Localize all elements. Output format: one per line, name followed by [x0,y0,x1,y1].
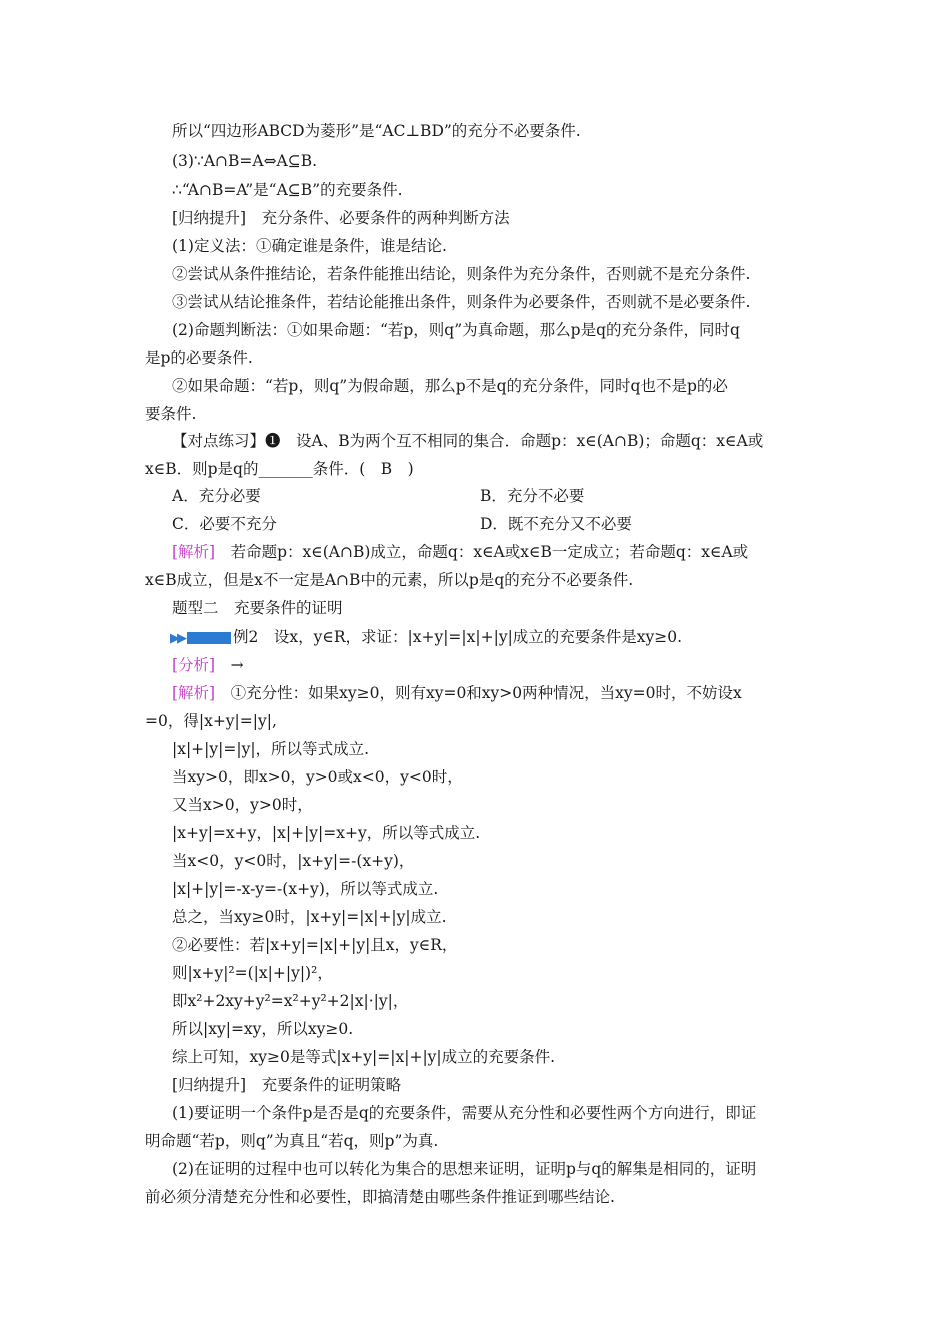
solution-line: x∈B成立，但是x不一定是A∩B中的元素，所以p是q的充分不必要条件. [145,571,634,589]
text-line: ②尝试从条件推结论，若条件能推出结论，则条件为充分条件，否则就不是充分条件. [172,265,751,283]
solution-line: =0，得|x+y|=|y|, [145,712,277,730]
jiexi-label: [解析] [172,543,216,561]
text-line: 明命题“若p，则q”为真且“若q，则p”为真. [145,1132,439,1150]
text-line: 所以“四边形ABCD为菱形”是“AC⊥BD”的充分不必要条件. [172,122,581,140]
solution-line [172,542,748,562]
text-line: ③尝试从结论推条件，若结论能推出条件，则条件为必要条件，否则就不是必要条件. [172,293,751,311]
text-line: ②如果命题：“若p，则q”为假命题，那么p不是q的充分条件，同时q也不是p的必 [172,377,728,395]
proof-line: 当x<0，y<0时，|x+y|=-(x+y)， [172,852,415,870]
solution-text: 若命题p：x∈(A∩B)成立，命题q：x∈A或x∈B一定成立；若命题q：x∈A或 [215,543,749,561]
proof-line: 总之，当xy≥0时，|x+y|=|x|+|y|成立. [172,908,447,926]
proof-line: 则|x+y|²=(|x|+|y|)²， [172,964,333,982]
proof-line: 即x²+2xy+y²=x²+y²+2|x|·|y|， [172,992,409,1010]
exercise-question: x∈B．则p是q的_______条件．( B ) [145,460,414,478]
text-line: (1)定义法：①确定谁是条件，谁是结论. [172,237,447,255]
text-line: (3)∵A∩B=A⇔A⊆B. [172,152,318,170]
text-line: (1)要证明一个条件p是否是q的充要条件，需要从充分性和必要性两个方向进行，即证 [172,1104,757,1122]
text-line: 要条件. [145,405,197,423]
proof-line: 所以|xy|=xy，所以xy≥0. [172,1020,354,1038]
text-line: (2)命题判断法：①如果命题：“若p，则q”为真命题，那么p是q的充分条件，同时q [172,321,740,339]
example-line [170,627,682,649]
analysis-line [172,655,244,675]
fenxi-label: [分析] [172,656,216,674]
proof-line: |x|+|y|=|y|，所以等式成立. [172,740,369,758]
solution-text: ①充分性：如果xy≥0，则有xy=0和xy>0两种情况，当xy=0时，不妨设x [215,684,742,702]
section-heading: [归纳提升] 充要条件的证明策略 [172,1076,402,1094]
example-text: 例2 设x，y∈R，求证：|x+y|=|x|+|y|成立的充要条件是xy≥0. [233,628,683,646]
option-d: D．既不充分又不必要 [480,515,632,533]
analysis-text: → [215,656,244,674]
jiexi-label: [解析] [172,684,216,702]
text-line: 是p的必要条件. [145,349,253,367]
proof-line: 又当x>0，y>0时， [172,796,313,814]
option-c: C．必要不充分 [172,515,277,533]
option-b: B．充分不必要 [480,487,585,505]
option-a: A．充分必要 [172,487,261,505]
example-tag-icon [187,632,231,644]
text-line: ∴“A∩B=A”是“A⊆B”的充要条件. [172,181,403,199]
proof-line: 当xy>0，即x>0，y>0或x<0，y<0时， [172,768,463,786]
section-heading: [归纳提升] 充分条件、必要条件的两种判断方法 [172,209,510,227]
proof-line: |x|+|y|=-x-y=-(x+y)，所以等式成立. [172,880,439,898]
section-heading: 题型二 充要条件的证明 [172,599,343,617]
text-line: 前必须分清楚充分性和必要性，即搞清楚由哪些条件推证到哪些结论. [145,1188,615,1206]
solution-line [172,683,742,703]
text-line: (2)在证明的过程中也可以转化为集合的思想来证明，证明p与q的解集是相同的，证明 [172,1160,757,1178]
proof-line: 综上可知，xy≥0是等式|x+y|=|x|+|y|成立的充要条件. [172,1048,556,1066]
exercise-question: 【对点练习】❶ 设A、B为两个互不相同的集合．命题p：x∈(A∩B)；命题q：x∈A或 [172,432,764,450]
double-arrow-icon: ▶▶ [170,631,184,646]
proof-line: ②必要性：若|x+y|=|x|+|y|且x，y∈R， [172,936,458,954]
proof-line: |x+y|=x+y，|x|+|y|=x+y，所以等式成立. [172,824,481,842]
